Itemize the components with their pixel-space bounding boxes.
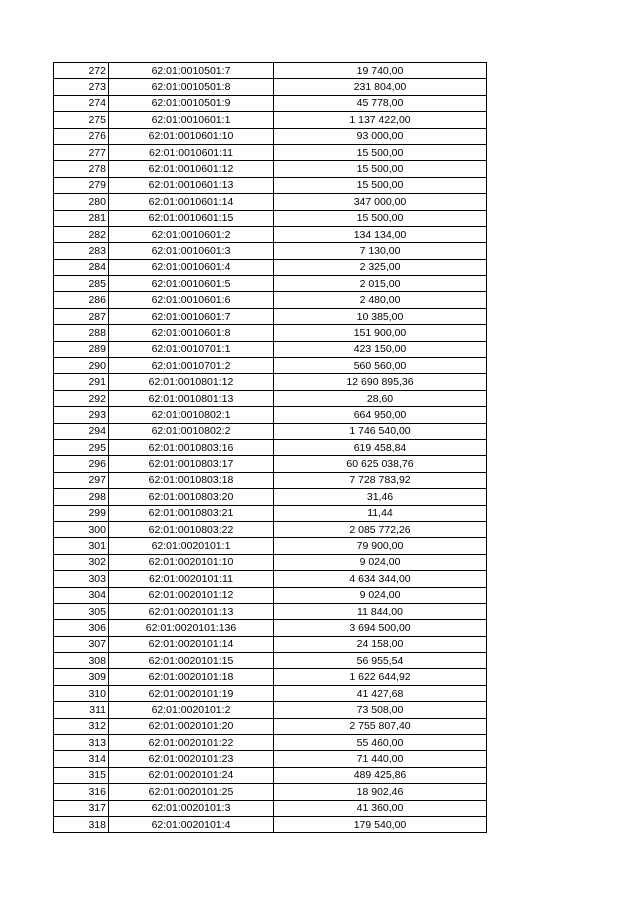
table-row xyxy=(54,587,487,603)
table-row xyxy=(54,374,487,390)
cadastral-number-cell: 62:01:0010601:14 xyxy=(109,194,274,210)
cadastral-value-cell: 7 130,00 xyxy=(274,243,487,259)
row-number-cell: 293 xyxy=(54,407,109,423)
cadastral-number-cell: 62:01:0010601:11 xyxy=(109,144,274,160)
row-number-cell: 296 xyxy=(54,456,109,472)
cadastral-number-cell: 62:01:0020101:15 xyxy=(109,653,274,669)
cadastral-number-cell: 62:01:0010803:16 xyxy=(109,439,274,455)
cadastral-value-cell: 73 508,00 xyxy=(274,702,487,718)
table-row xyxy=(54,784,487,800)
table-row xyxy=(54,161,487,177)
cadastral-value-cell: 2 085 772,26 xyxy=(274,521,487,537)
row-number-cell: 276 xyxy=(54,128,109,144)
cadastral-value-cell: 93 000,00 xyxy=(274,128,487,144)
cadastral-number-cell: 62:01:0020101:13 xyxy=(109,603,274,619)
cadastral-value-cell: 134 134,00 xyxy=(274,226,487,242)
row-number-cell: 299 xyxy=(54,505,109,521)
row-number-cell: 272 xyxy=(54,63,109,79)
cadastral-value-cell: 619 458,84 xyxy=(274,439,487,455)
row-number-cell: 316 xyxy=(54,784,109,800)
cadastral-value-cell: 347 000,00 xyxy=(274,194,487,210)
table-row xyxy=(54,456,487,472)
table-row xyxy=(54,128,487,144)
row-number-cell: 275 xyxy=(54,112,109,128)
cadastral-value-cell: 56 955,54 xyxy=(274,653,487,669)
table-row xyxy=(54,144,487,160)
row-number-cell: 283 xyxy=(54,243,109,259)
cadastral-value-cell: 231 804,00 xyxy=(274,79,487,95)
row-number-cell: 274 xyxy=(54,95,109,111)
cadastral-number-cell: 62:01:0010803:21 xyxy=(109,505,274,521)
cadastral-value-cell: 1 746 540,00 xyxy=(274,423,487,439)
table-row xyxy=(54,554,487,570)
row-number-cell: 301 xyxy=(54,538,109,554)
cadastral-number-cell: 62:01:0010601:7 xyxy=(109,308,274,324)
cadastral-value-cell: 55 460,00 xyxy=(274,735,487,751)
row-number-cell: 310 xyxy=(54,685,109,701)
table-row xyxy=(54,226,487,242)
cadastral-value-cell: 79 900,00 xyxy=(274,538,487,554)
cadastral-value-cell: 15 500,00 xyxy=(274,144,487,160)
cadastral-number-cell: 62:01:0020101:24 xyxy=(109,767,274,783)
cadastral-number-cell: 62:01:0010601:15 xyxy=(109,210,274,226)
table-row xyxy=(54,177,487,193)
cadastral-value-cell: 664 950,00 xyxy=(274,407,487,423)
row-number-cell: 306 xyxy=(54,620,109,636)
row-number-cell: 282 xyxy=(54,226,109,242)
row-number-cell: 278 xyxy=(54,161,109,177)
cadastral-value-cell: 41 427,68 xyxy=(274,685,487,701)
table-row xyxy=(54,521,487,537)
cadastral-number-cell: 62:01:0020101:22 xyxy=(109,735,274,751)
row-number-cell: 288 xyxy=(54,325,109,341)
row-number-cell: 304 xyxy=(54,587,109,603)
table-row xyxy=(54,210,487,226)
row-number-cell: 313 xyxy=(54,735,109,751)
cadastral-value-cell: 1 622 644,92 xyxy=(274,669,487,685)
row-number-cell: 312 xyxy=(54,718,109,734)
row-number-cell: 281 xyxy=(54,210,109,226)
cadastral-number-cell: 62:01:0010601:5 xyxy=(109,276,274,292)
table-row xyxy=(54,800,487,816)
cadastral-number-cell: 62:01:0020101:14 xyxy=(109,636,274,652)
cadastral-value-cell: 24 158,00 xyxy=(274,636,487,652)
table-row xyxy=(54,390,487,406)
table-row xyxy=(54,636,487,652)
row-number-cell: 302 xyxy=(54,554,109,570)
table-row xyxy=(54,669,487,685)
table-row xyxy=(54,718,487,734)
cadastral-number-cell: 62:01:0010803:17 xyxy=(109,456,274,472)
row-number-cell: 309 xyxy=(54,669,109,685)
cadastral-value-cell: 560 560,00 xyxy=(274,358,487,374)
table-row xyxy=(54,308,487,324)
cadastral-value-cell: 423 150,00 xyxy=(274,341,487,357)
row-number-cell: 298 xyxy=(54,489,109,505)
table-row xyxy=(54,259,487,275)
cadastral-number-cell: 62:01:0020101:4 xyxy=(109,816,274,832)
cadastral-value-cell: 31,46 xyxy=(274,489,487,505)
cadastral-value-cell: 9 024,00 xyxy=(274,587,487,603)
cadastral-value-cell: 11 844,00 xyxy=(274,603,487,619)
table-row xyxy=(54,358,487,374)
cadastral-value-cell: 12 690 895,36 xyxy=(274,374,487,390)
cadastral-value-cell: 2 325,00 xyxy=(274,259,487,275)
cadastral-value-cell: 15 500,00 xyxy=(274,161,487,177)
cadastral-number-cell: 62:01:0010801:13 xyxy=(109,390,274,406)
row-number-cell: 318 xyxy=(54,816,109,832)
table-body xyxy=(54,63,487,833)
cadastral-number-cell: 62:01:0020101:3 xyxy=(109,800,274,816)
cadastral-value-table xyxy=(53,62,487,833)
cadastral-value-cell: 9 024,00 xyxy=(274,554,487,570)
cadastral-number-cell: 62:01:0020101:20 xyxy=(109,718,274,734)
cadastral-number-cell: 62:01:0020101:11 xyxy=(109,571,274,587)
cadastral-value-cell: 151 900,00 xyxy=(274,325,487,341)
cadastral-value-cell: 2 480,00 xyxy=(274,292,487,308)
table-row xyxy=(54,603,487,619)
cadastral-number-cell: 62:01:0020101:18 xyxy=(109,669,274,685)
cadastral-number-cell: 62:01:0010802:1 xyxy=(109,407,274,423)
row-number-cell: 292 xyxy=(54,390,109,406)
cadastral-value-cell: 489 425,86 xyxy=(274,767,487,783)
table-row xyxy=(54,472,487,488)
table-row xyxy=(54,439,487,455)
cadastral-number-cell: 62:01:0010601:13 xyxy=(109,177,274,193)
cadastral-value-cell: 60 625 038,76 xyxy=(274,456,487,472)
cadastral-number-cell: 62:01:0010803:18 xyxy=(109,472,274,488)
cadastral-number-cell: 62:01:0010601:6 xyxy=(109,292,274,308)
row-number-cell: 291 xyxy=(54,374,109,390)
row-number-cell: 314 xyxy=(54,751,109,767)
table-row xyxy=(54,702,487,718)
cadastral-number-cell: 62:01:0010501:8 xyxy=(109,79,274,95)
cadastral-value-cell: 45 778,00 xyxy=(274,95,487,111)
row-number-cell: 290 xyxy=(54,358,109,374)
table-row xyxy=(54,243,487,259)
cadastral-number-cell: 62:01:0010701:1 xyxy=(109,341,274,357)
cadastral-value-cell: 4 634 344,00 xyxy=(274,571,487,587)
cadastral-number-cell: 62:01:0010601:10 xyxy=(109,128,274,144)
table-row xyxy=(54,653,487,669)
cadastral-number-cell: 62:01:0020101:2 xyxy=(109,702,274,718)
cadastral-value-cell: 2 015,00 xyxy=(274,276,487,292)
cadastral-value-cell: 19 740,00 xyxy=(274,63,487,79)
cadastral-value-cell: 41 360,00 xyxy=(274,800,487,816)
row-number-cell: 284 xyxy=(54,259,109,275)
row-number-cell: 287 xyxy=(54,308,109,324)
row-number-cell: 300 xyxy=(54,521,109,537)
table-row xyxy=(54,292,487,308)
table-row xyxy=(54,620,487,636)
cadastral-value-cell: 179 540,00 xyxy=(274,816,487,832)
cadastral-number-cell: 62:01:0020101:136 xyxy=(109,620,274,636)
table-row xyxy=(54,325,487,341)
row-number-cell: 295 xyxy=(54,439,109,455)
cadastral-number-cell: 62:01:0020101:10 xyxy=(109,554,274,570)
cadastral-number-cell: 62:01:0010601:2 xyxy=(109,226,274,242)
row-number-cell: 286 xyxy=(54,292,109,308)
cadastral-number-cell: 62:01:0010803:22 xyxy=(109,521,274,537)
cadastral-number-cell: 62:01:0020101:25 xyxy=(109,784,274,800)
cadastral-number-cell: 62:01:0010803:20 xyxy=(109,489,274,505)
cadastral-number-cell: 62:01:0010701:2 xyxy=(109,358,274,374)
cadastral-value-cell: 7 728 783,92 xyxy=(274,472,487,488)
table-row xyxy=(54,751,487,767)
cadastral-value-cell: 3 694 500,00 xyxy=(274,620,487,636)
cadastral-number-cell: 62:01:0010601:4 xyxy=(109,259,274,275)
cadastral-number-cell: 62:01:0020101:12 xyxy=(109,587,274,603)
row-number-cell: 289 xyxy=(54,341,109,357)
cadastral-value-cell: 10 385,00 xyxy=(274,308,487,324)
table-row xyxy=(54,63,487,79)
cadastral-number-cell: 62:01:0010601:1 xyxy=(109,112,274,128)
row-number-cell: 297 xyxy=(54,472,109,488)
row-number-cell: 279 xyxy=(54,177,109,193)
cadastral-value-cell: 15 500,00 xyxy=(274,210,487,226)
row-number-cell: 308 xyxy=(54,653,109,669)
cadastral-value-cell: 11,44 xyxy=(274,505,487,521)
row-number-cell: 305 xyxy=(54,603,109,619)
cadastral-value-cell: 15 500,00 xyxy=(274,177,487,193)
cadastral-value-cell: 28,60 xyxy=(274,390,487,406)
table-row xyxy=(54,112,487,128)
row-number-cell: 307 xyxy=(54,636,109,652)
cadastral-number-cell: 62:01:0020101:23 xyxy=(109,751,274,767)
table-row xyxy=(54,341,487,357)
table-row xyxy=(54,276,487,292)
cadastral-value-cell: 1 137 422,00 xyxy=(274,112,487,128)
table-row xyxy=(54,423,487,439)
table-row xyxy=(54,79,487,95)
cadastral-number-cell: 62:01:0010501:9 xyxy=(109,95,274,111)
table-row xyxy=(54,489,487,505)
row-number-cell: 303 xyxy=(54,571,109,587)
cadastral-number-cell: 62:01:0010802:2 xyxy=(109,423,274,439)
cadastral-number-cell: 62:01:0010501:7 xyxy=(109,63,274,79)
row-number-cell: 285 xyxy=(54,276,109,292)
table-row xyxy=(54,767,487,783)
table-row xyxy=(54,505,487,521)
cadastral-number-cell: 62:01:0010601:12 xyxy=(109,161,274,177)
table-row xyxy=(54,538,487,554)
cadastral-value-cell: 71 440,00 xyxy=(274,751,487,767)
cadastral-number-cell: 62:01:0020101:19 xyxy=(109,685,274,701)
row-number-cell: 277 xyxy=(54,144,109,160)
table-row xyxy=(54,194,487,210)
table-row xyxy=(54,95,487,111)
row-number-cell: 317 xyxy=(54,800,109,816)
row-number-cell: 273 xyxy=(54,79,109,95)
table-row xyxy=(54,735,487,751)
cadastral-value-cell: 2 755 807,40 xyxy=(274,718,487,734)
row-number-cell: 294 xyxy=(54,423,109,439)
cadastral-number-cell: 62:01:0010801:12 xyxy=(109,374,274,390)
row-number-cell: 311 xyxy=(54,702,109,718)
table-row xyxy=(54,816,487,832)
row-number-cell: 315 xyxy=(54,767,109,783)
cadastral-number-cell: 62:01:0010601:3 xyxy=(109,243,274,259)
row-number-cell: 280 xyxy=(54,194,109,210)
cadastral-number-cell: 62:01:0020101:1 xyxy=(109,538,274,554)
cadastral-value-cell: 18 902,46 xyxy=(274,784,487,800)
table-row xyxy=(54,571,487,587)
table-row xyxy=(54,407,487,423)
cadastral-number-cell: 62:01:0010601:8 xyxy=(109,325,274,341)
table-row xyxy=(54,685,487,701)
